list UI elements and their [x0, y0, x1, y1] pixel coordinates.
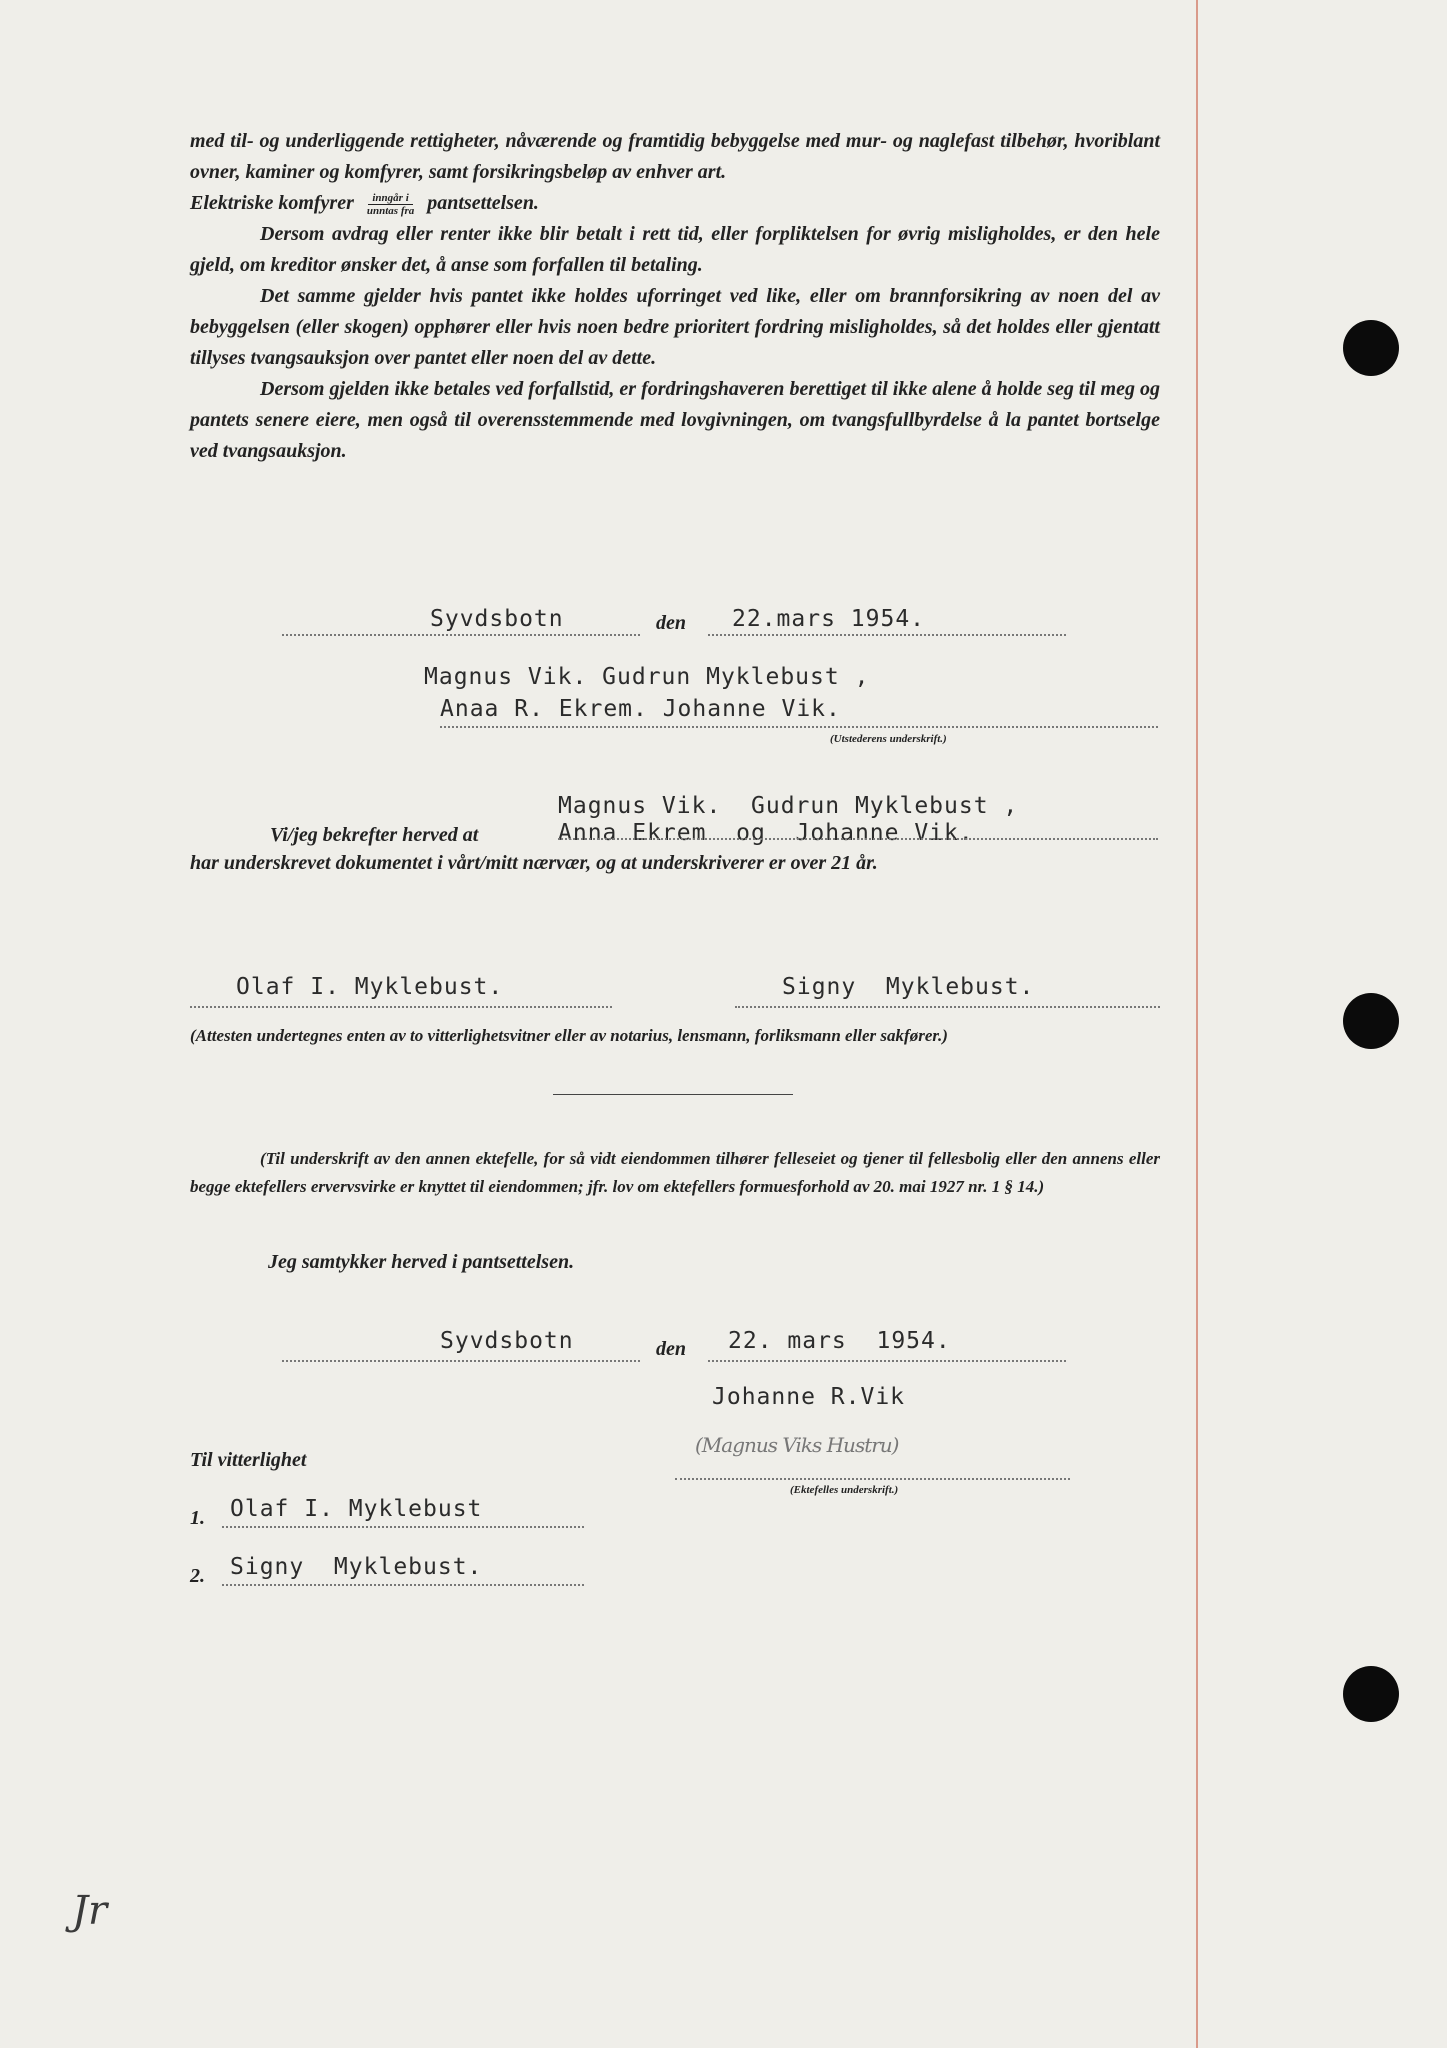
- witness-names-line-2: Anna Ekrem og Johanne Vik.: [558, 820, 974, 846]
- margin-rule: [1196, 0, 1198, 2048]
- clause-1-start: Elektriske komfyrer: [190, 192, 354, 214]
- clause-3: Det samme gjelder hvis pantet ikke holdes uforringet ved like, eller om brannforsikring av noen del av bebyggelsen (eller skogen) opphører eller hvis noen bedre prioritert fordring misligholdes, så det holdes eller gjentatt tillyses tvangsauksjon over pantet eller noen del av dette.: [190, 285, 1160, 369]
- witness-2-name: Signy Myklebust.: [782, 974, 1035, 1000]
- witness-confirm-text: har underskrevet dokumentet i vårt/mitt nærvær, og at underskriverer er over 21 år.: [190, 852, 878, 874]
- consent-witness-1-line: [222, 1526, 584, 1528]
- handwritten-note: (Magnus Viks Hustru): [695, 1433, 899, 1457]
- spouse-note-block: [190, 1145, 1160, 1201]
- clause-2: Dersom avdrag eller renter ikke blir betalt i rett tid, eller forpliktelsen for øvrig misligholdes, er den hele gjeld, om kreditor ønsker det, å anse som forfallen til betaling.: [190, 223, 1160, 276]
- spouse-signature-line: [675, 1478, 1070, 1480]
- issuer-signature-caption: (Utstederens underskrift.): [830, 733, 947, 745]
- issuer-date: 22.mars 1954.: [732, 606, 926, 632]
- witness-1-line: [190, 1006, 612, 1008]
- issuer-date-line: [708, 634, 1066, 636]
- consent-witness-2-line: [222, 1584, 584, 1586]
- fraction: [363, 192, 418, 217]
- spouse-signature-caption: (Ektefelles underskrift.): [790, 1484, 899, 1496]
- witness-2-line: [735, 1006, 1160, 1008]
- punch-hole-top: [1343, 320, 1399, 376]
- section-divider: [553, 1094, 793, 1095]
- issuer-den-label: den: [656, 612, 686, 634]
- clause-1-end: pantsettelsen.: [427, 192, 539, 214]
- witness-1-name: Olaf I. Myklebust.: [236, 974, 504, 1000]
- witness-names-line: [558, 838, 1158, 840]
- issuer-signers-line-2: Anaa R. Ekrem. Johanne Vik.: [440, 696, 841, 722]
- spouse-note: (Til underskrift av den annen ektefelle, for så vidt eiendommen tilhører felleseiet og tjener til fellesbolig eller den annens eller begge ektefellers ervervsvirke er knyttet til eiendommen; jfr. lov om ektefellers formuesforhold av 20. mai 1927 nr. 1 § 14.): [190, 1149, 1160, 1196]
- consent-witness-1-number: 1.: [190, 1507, 205, 1529]
- witness-names-line-1: Magnus Vik. Gudrun Myklebust ,: [558, 793, 1019, 819]
- clause-4: Dersom gjelden ikke betales ved forfallstid, er fordringshaveren berettiget til ikke alene å holde seg til meg og pantets senere eiere, men også til overensstemmende med lovgivningen, om tvangsfullbyrdelse å la pantet bortselge ved tvangsauksjon.: [190, 378, 1160, 462]
- witness-heading: Til vitterlighet: [190, 1449, 307, 1471]
- fraction-bottom: unntas fra: [366, 204, 415, 217]
- consent-date: 22. mars 1954.: [728, 1328, 951, 1354]
- attest-note: (Attesten undertegnes enten av to vitterlighetsvitner eller av notarius, lensmann, forliksmann eller sakfører.): [190, 1026, 948, 1045]
- issuer-signature-line: [440, 726, 1158, 728]
- consent-place-line: [282, 1360, 640, 1362]
- consent-place: Syvdsbotn: [440, 1328, 574, 1354]
- corner-handwritten-mark: Jr: [72, 1888, 108, 1934]
- clause-1: med til- og underliggende rettigheter, nåværende og framtidig bebyggelse med mur- og naglefast tilbehør, hvoriblant ovner, kaminer og komfyrer, samt forsikringsbeløp av enhver art.: [190, 130, 1160, 183]
- consent-date-line: [708, 1360, 1066, 1362]
- consent-text: Jeg samtykker herved i pantsettelsen.: [268, 1251, 575, 1273]
- terms-text: [190, 126, 1160, 467]
- spouse-name: Johanne R.Vik: [712, 1384, 906, 1410]
- consent-den-label: den: [656, 1338, 686, 1360]
- issuer-place-line: [282, 634, 640, 636]
- consent-witness-2-number: 2.: [190, 1565, 205, 1587]
- clause-1-line-3: [190, 188, 1160, 219]
- issuer-signers-line-1: Magnus Vik. Gudrun Myklebust ,: [424, 664, 870, 690]
- fraction-top: inngår i: [368, 192, 412, 205]
- witness-confirm-label: Vi/jeg bekrefter herved at: [270, 824, 479, 846]
- consent-witness-2-name: Signy Myklebust.: [230, 1554, 483, 1580]
- issuer-place: Syvdsbotn: [430, 606, 564, 632]
- punch-hole-middle: [1343, 993, 1399, 1049]
- consent-witness-1-name: Olaf I. Myklebust: [230, 1496, 483, 1522]
- punch-hole-bottom: [1343, 1666, 1399, 1722]
